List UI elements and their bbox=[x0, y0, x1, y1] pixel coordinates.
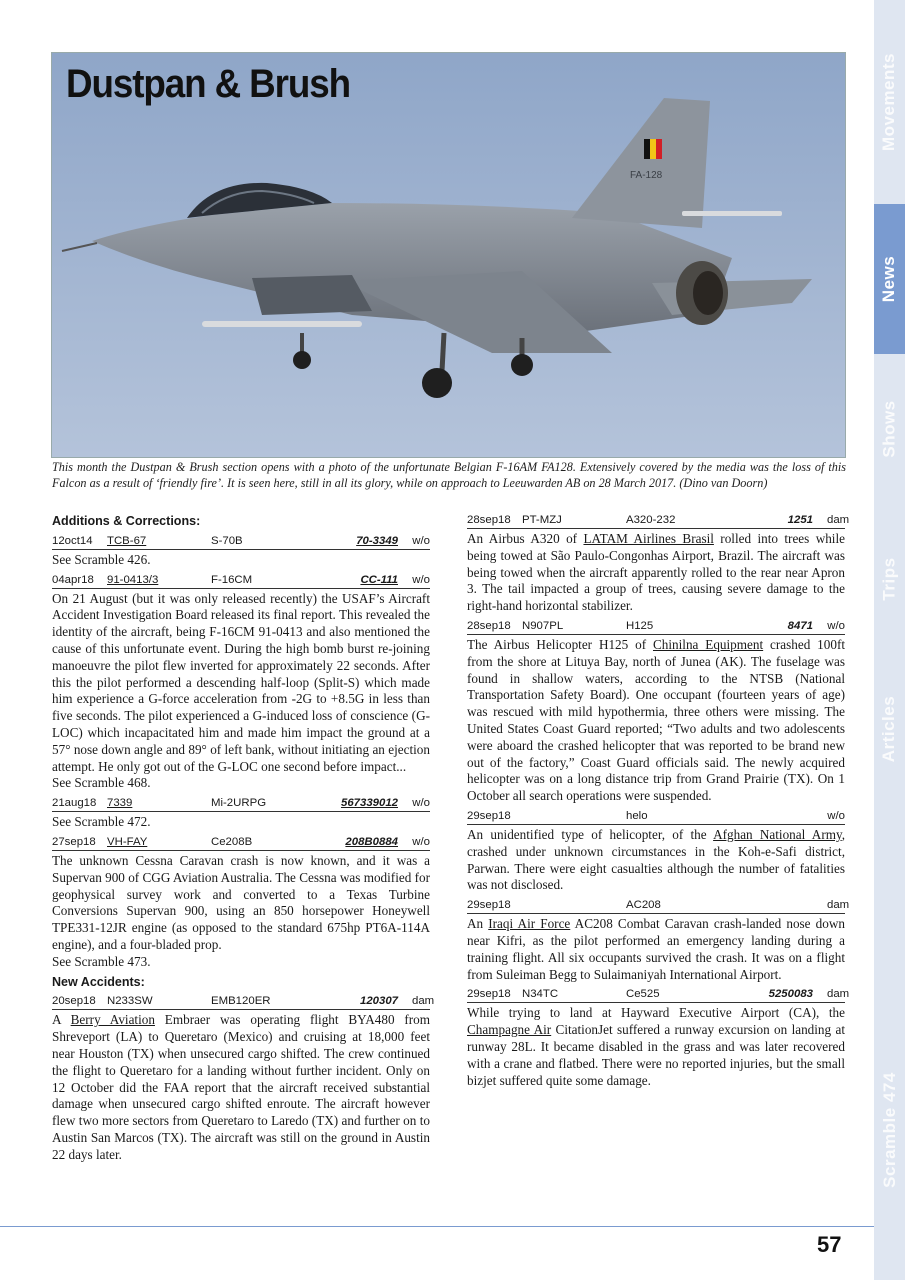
entry-header bbox=[52, 834, 430, 851]
tab-news[interactable]: News bbox=[874, 204, 905, 354]
entry-fate: w/o bbox=[412, 534, 430, 547]
tab-movements[interactable]: Movements bbox=[879, 52, 899, 152]
entry-header bbox=[467, 986, 850, 1003]
entry-body: While trying to land at Hayward Executive Airport (CA), the Champagne Air CitationJet suffered a runway excursion on landing at runway 28L. It became disabled in the grass and was later recovered with a crane and flatbed. There were no reported injuries, but the small bizjet suffered quite some damage. bbox=[467, 1005, 845, 1088]
entry bbox=[467, 808, 845, 894]
entry-header bbox=[52, 572, 430, 589]
page-title: Dustpan & Brush bbox=[66, 62, 350, 106]
entry-body: See Scramble 426. bbox=[52, 551, 151, 567]
entry-cn: 208B0884 bbox=[345, 835, 398, 848]
entry bbox=[467, 618, 845, 805]
tab-shows[interactable]: Shows bbox=[879, 400, 899, 458]
entry-type: F-16CM bbox=[211, 573, 253, 586]
entry-body: An Iraqi Air Force AC208 Combat Caravan crash-landed nose down near Kifri, as the pilot performed an emergency landing during a training flight. All six occupants survived the crash. It was on a flight from Suleiman Begg to Sulaimaniyah International Airport. bbox=[467, 916, 845, 982]
entry-fate: dam bbox=[827, 988, 850, 1001]
entry-type: EMB120ER bbox=[211, 995, 271, 1008]
entry bbox=[52, 834, 430, 971]
entry-see-also: See Scramble 468. bbox=[52, 775, 151, 791]
hero-photo bbox=[51, 52, 846, 458]
entry-fate: dam bbox=[827, 899, 850, 912]
entry-fate: w/o bbox=[412, 573, 430, 586]
entry-type: helo bbox=[626, 809, 648, 822]
entry bbox=[52, 533, 430, 569]
entry-fate: dam bbox=[412, 995, 435, 1008]
entry-date: 20sep18 bbox=[52, 995, 96, 1008]
operator-link: Afghan National Army bbox=[713, 826, 842, 842]
entry-registration: N34TC bbox=[522, 988, 559, 1001]
entry-registration: N233SW bbox=[107, 995, 153, 1008]
entry-registration bbox=[522, 897, 626, 913]
entry-body: An Airbus A320 of LATAM Airlines Brasil rolled into trees while being towed at São Paulo-Congonhas Airport, Brazil. The aircraft was being towed when the aircraft apparently rolled to the rear near Apron 3. The tail impacted a group of trees, causing severe damage to the right-hand horizontal stabilizer. bbox=[467, 531, 845, 614]
entry bbox=[467, 897, 850, 983]
entry-date: 29sep18 bbox=[467, 809, 511, 822]
entry bbox=[467, 986, 850, 1089]
entry-cn: 120307 bbox=[359, 995, 398, 1008]
photo-caption: This month the Dustpan & Brush section opens with a photo of the unfortunate Belgian F-16AM FA128. Extensively covered by the media was the loss of this Falcon as a result of ‘friendly fire’. It is seen here, still in all its glory, while on approach to Leeuwarden AB on 28 March 2017. (Dino van Doorn) bbox=[52, 460, 846, 490]
entry-cn: 1251 bbox=[787, 514, 813, 526]
entry-body: An unidentified type of helicopter, of the Afghan National Army, crashed under unknown circumstances in the Koh-e-Safi district, Parwan. There were eight casualties although the number of fatalities was not disclosed. bbox=[467, 826, 846, 893]
entry-date: 21aug18 bbox=[52, 797, 97, 810]
entry-type: Ce525 bbox=[626, 988, 660, 1001]
entry-registration: VH-FAY bbox=[107, 835, 148, 848]
operator-link: Chinilna Equipment bbox=[652, 636, 764, 652]
operator-link: Berry Aviation bbox=[70, 1012, 155, 1028]
entry-fate: w/o bbox=[827, 619, 845, 632]
entry bbox=[52, 993, 435, 1163]
operator-link: Champagne Air bbox=[467, 1022, 552, 1038]
entry-header bbox=[52, 993, 435, 1010]
entry-header bbox=[467, 618, 845, 635]
entry-type: H125 bbox=[626, 619, 654, 632]
entry-registration: 91-0413/3 bbox=[107, 573, 159, 586]
entry-body: The Airbus Helicopter H125 of Chinilna Equipment crashed 100ft from the shore at Lituya Bay, north of Junea (AK). The fuselage was found in shallow waters, according to the NTSB (National Transportation Safety Board). One occupant (fourteen years of age) was rescued with mild hypothermia, three others were missing. The United States Coast Guard reported; “Two adults and two adolescents were aboard the crashed helicopter that was reported to be brand new out of the factory,” Coast Guard officials said. The newly acquired helicopter was on a long distance trip from Grand Prairie (TX). On 1 October all search operations were suspended. bbox=[467, 636, 846, 804]
entry-type: Mi-2URPG bbox=[211, 797, 267, 810]
entry-registration bbox=[522, 808, 626, 824]
entry-registration: TCB-67 bbox=[107, 534, 147, 547]
entry-cn bbox=[746, 897, 827, 913]
entry bbox=[52, 572, 430, 793]
entry bbox=[52, 795, 430, 831]
entry-date: 28sep18 bbox=[467, 514, 511, 526]
entry-fate: dam bbox=[827, 514, 850, 526]
entry-cn: 8471 bbox=[787, 619, 813, 632]
entry-cn: CC-111 bbox=[360, 573, 398, 586]
entry-registration: N907PL bbox=[522, 619, 564, 632]
entry-date: 29sep18 bbox=[467, 899, 511, 912]
entry-see-also: See Scramble 473. bbox=[52, 953, 151, 969]
entry-header bbox=[52, 795, 430, 812]
entry-date: 12oct14 bbox=[52, 534, 93, 547]
right-column bbox=[467, 512, 850, 1092]
footer-rule bbox=[0, 1226, 874, 1227]
entry-type: AC208 bbox=[626, 899, 661, 912]
entry-date: 27sep18 bbox=[52, 835, 96, 848]
entry-date: 28sep18 bbox=[467, 619, 511, 632]
entry-date: 04apr18 bbox=[52, 573, 94, 586]
entry-type: Ce208B bbox=[211, 835, 253, 848]
entry-cn: 70-3349 bbox=[356, 534, 398, 547]
entry-fate: w/o bbox=[412, 797, 430, 810]
entry-body: The unknown Cessna Caravan crash is now known, and it was a Supervan 900 of CGG Aviation Australia. The Cessna was modified for geophysical survey work and converted to a Texas Turbine Conversions Supervan 900, using an 850 horsepower Honeywell TPE331-12JR engine (as opposed to the standard 675hp PT6A-114A engine), and a four-bladed prop. bbox=[52, 852, 430, 952]
f16-aircraft-image bbox=[52, 53, 845, 457]
entry-cn: 5250083 bbox=[768, 988, 813, 1001]
tab-articles[interactable]: Articles bbox=[879, 695, 899, 763]
entry-registration: PT-MZJ bbox=[522, 514, 562, 526]
entry-header bbox=[467, 897, 850, 914]
aircraft-marking: FA-128 bbox=[630, 170, 663, 181]
entry-header bbox=[467, 808, 845, 825]
section-heading-additions: Additions & Corrections: bbox=[52, 513, 201, 528]
entry-fate: w/o bbox=[827, 809, 845, 822]
entry-registration: 7339 bbox=[107, 797, 133, 810]
entry-cn bbox=[746, 808, 827, 824]
entry-body: On 21 August (but it was only released recently) the USAF’s Aircraft Accident Investigation Board released its final report. This revealed the identity of the aircraft, being F-16CM 91-0413 and also mentioned the cause of this unfortunate event. During the high bomb burst re-joining manoeuvre the pilot flew inverted for approximately 22 seconds. After this the pilot performed a descending half-loop (Split-S) which made him experience a G-force acceleration from -2G to +8.5G in less than five seconds. The pilot experienced a G-induced loss of conscience (G-LOC) which incapacitated him and made him impact the ground at a 57° nose down angle and 89° of left bank, without initiating an ejection attempt. He only got out of the G-LOC one second before impact... bbox=[52, 590, 430, 774]
entry-fate: w/o bbox=[412, 835, 430, 848]
operator-link: LATAM Airlines Brasil bbox=[583, 531, 714, 546]
entry bbox=[467, 512, 850, 615]
tab-trips[interactable]: Trips bbox=[879, 557, 899, 601]
entry-type: A320-232 bbox=[626, 514, 676, 526]
tab-scramble-issue: Scramble 474 bbox=[879, 1072, 899, 1188]
page-number: 57 bbox=[817, 1232, 842, 1257]
section-heading-new-accidents: New Accidents: bbox=[52, 973, 145, 989]
operator-link: Iraqi Air Force bbox=[488, 916, 571, 932]
entry-date: 29sep18 bbox=[467, 988, 511, 1001]
entry-cn: 567339012 bbox=[340, 797, 398, 810]
entry-body: A Berry Aviation Embraer was operating flight BYA480 from Shreveport (LA) to Queretaro (Mexico) and cruising at 18,000 feet near Houston (TX) when unsecured cargo shifted. The crew continued the flight to Queretaro for a landing without further incident. Only on 12 October did the FAA report that the aircraft received substantial damage when unsecured cargo shifted enroute. The aircraft however flew two more sectors from Queretaro to Laredo (TX) and further on to Austin San Marcos (TX). The aircraft was still on the ground in Austin 22 days later. bbox=[52, 1012, 431, 1162]
entry-type: S-70B bbox=[211, 534, 243, 547]
entry-header bbox=[467, 512, 850, 529]
left-column bbox=[52, 512, 435, 1167]
entry-body: See Scramble 472. bbox=[52, 814, 151, 830]
entry-header bbox=[52, 533, 430, 550]
